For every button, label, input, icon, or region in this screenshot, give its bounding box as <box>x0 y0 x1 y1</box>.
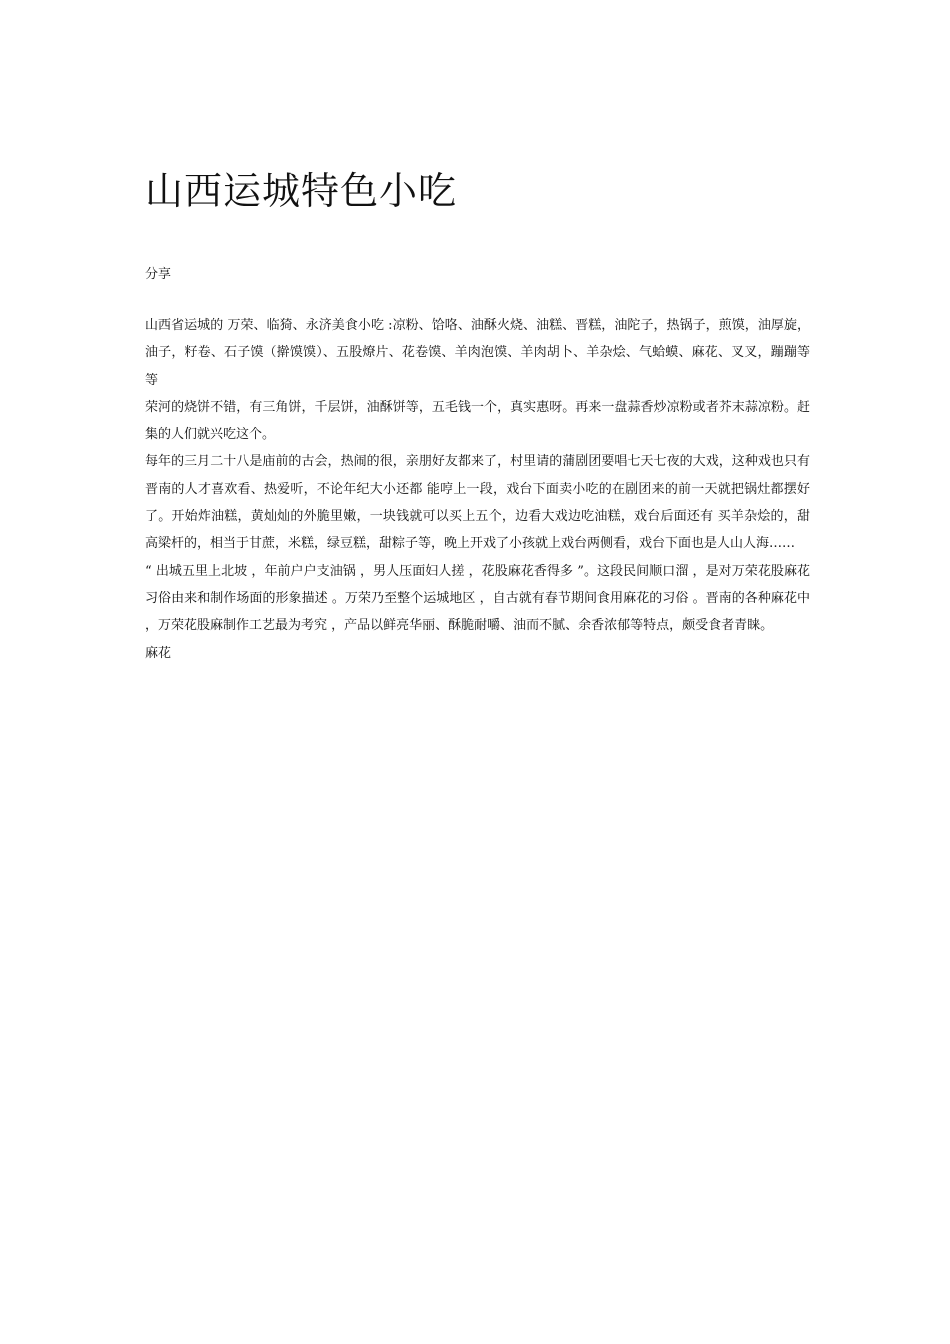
paragraph-rong-he-shaobing: 荣河的烧饼不错，有三角饼，千层饼，油酥饼等，五毛钱一个，真实惠呀。再来一盘蒜香炒凉粉或者芥末蒜凉粉。赶集的人们就兴吃这个。 <box>145 399 810 443</box>
paragraph-mahua-heading: 麻花 <box>145 645 172 661</box>
document-title: 山西运城特色小吃 <box>145 169 458 213</box>
share-label: 分享 <box>145 267 172 282</box>
paragraph-mahua-custom: “ 出城五里上北坡 ，年前户户支油锅 ，男人压面妇人搓 ，花股麻花香得多 ”。这段民间顺口溜 ，是对万荣花股麻花习俗由来和制作场面的形象描述 。万荣乃至整个运城地区 ，自古就有春节期间食用麻花的习俗 。晋南的各种麻花中 ，万荣花股麻制作工艺最为考究 ，产品以鲜亮华丽、酥脆耐嚼、油而不腻、余香浓郁等特点，颇受食者青睐。 <box>145 563 810 634</box>
article-body <box>145 312 810 667</box>
paragraph-local-snacks: 山西省运城的 万荣、临猗、永济美食小吃 :凉粉、饸咯、油酥火烧、油糕、晋糕，油陀子，热锅子，煎馍，油厚旋，油子，籽卷、石子馍（擀馍馍）、五股燎片、花卷馍、羊肉泡馍、羊肉胡卜、羊杂烩、气蛤蟆、麻花、叉叉，蹦蹦等等 <box>145 318 810 388</box>
paragraph-temple-fair: 每年的三月二十八是庙前的古会，热闹的很，亲朋好友都来了，村里请的蒲剧团要唱七天七夜的大戏，这种戏也只有晋南的人才喜欢看、热爱听，不论年纪大小还都 能哼上一段，戏台下面卖小吃的在剧团来的前一天就把锅灶都摆好了。开始炸油糕，黄灿灿的外脆里嫩，一块钱就可以买上五个，边看大戏边吃油糕，戏台后面还有 买羊杂烩的，甜高梁杆的，相当于甘蔗，米糕，绿豆糕，甜粽子等，晚上开戏了小孩就上戏台两侧看，戏台下面也是人山人海…… <box>145 454 810 552</box>
